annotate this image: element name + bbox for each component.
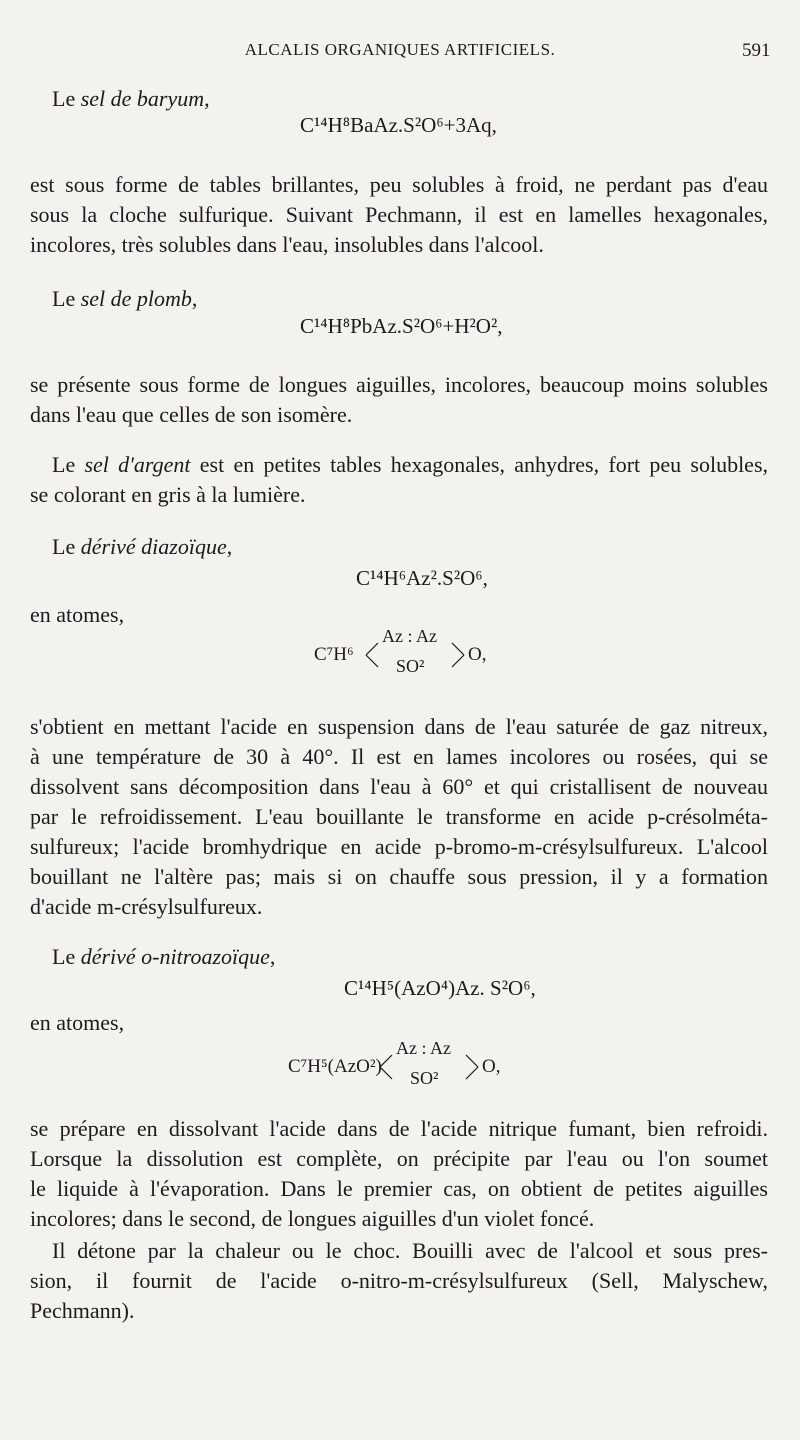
- argent-line: Le sel d'argent est en petites tables hexagonales, anhydres, fort peu solubles,: [52, 452, 769, 477]
- plomb-label-italic: sel de plomb: [80, 286, 192, 311]
- nitro-label: Le dérivé o-nitroazoïque,: [52, 944, 276, 969]
- nitro-label-italic: dérivé o-nitroazoïque: [80, 944, 270, 969]
- text-line: sous la cloche sulfurique. Suivant Pechmann, il est en lamelles hexagonales,: [30, 202, 768, 227]
- diazo-struct-prefix: C⁷H⁶: [314, 644, 354, 665]
- diazo-structure: [314, 622, 514, 682]
- text-line: incolores, très solubles dans l'eau, insolubles dans l'alcool.: [30, 232, 544, 257]
- text-line: est sous forme de tables brillantes, peu solubles à froid, ne perdant pas d'eau: [30, 172, 768, 197]
- argent-italic: sel d'argent: [84, 452, 191, 477]
- text-line: incolores; dans le second, de longues aiguilles d'un violet foncé.: [30, 1206, 595, 1231]
- text-line: dans l'eau que celles de son isomère.: [30, 402, 353, 427]
- plomb-formula: C¹⁴H⁸PbAz.S²O⁶+H²O²,: [300, 314, 503, 338]
- text-line: se colorant en gris à la lumière.: [30, 482, 306, 507]
- text-line: Lorsque la dissolution est complète, on précipite par l'eau ou l'on soumet: [30, 1146, 768, 1171]
- text-line: Pechmann).: [30, 1298, 135, 1323]
- diazo-label: Le dérivé diazoïque,: [52, 534, 233, 559]
- text-line: Il détone par la chaleur ou le choc. Bouilli avec de l'alcool et sous pres-: [52, 1238, 768, 1263]
- running-header: ALCALIS ORGANIQUES ARTIFICIELS.: [244, 40, 556, 59]
- text-line: d'acide m-crésylsulfureux.: [30, 894, 263, 919]
- nitro-formula: C¹⁴H⁵(AzO⁴)Az. S²O⁶,: [344, 976, 536, 1000]
- text-line: dissolvent sans décomposition dans l'eau à 60° et qui cristallisent de nouveau: [30, 774, 768, 799]
- text-line: bouillant ne l'altère pas; mais si on chauffe sous pression, il y a formation: [30, 864, 768, 889]
- text-line: à une température de 30 à 40°. Il est en lames incolores ou rosées, qui se: [30, 744, 768, 769]
- diazo-struct-bottom: SO²: [396, 656, 425, 676]
- diazo-en-atomes: en atomes,: [30, 602, 125, 627]
- barium-label: Le sel de baryum,: [52, 86, 210, 111]
- diazo-struct-suffix: O,: [468, 644, 487, 665]
- text-line: s'obtient en mettant l'acide en suspension dans de l'eau saturée de gaz nitreux,: [30, 714, 768, 739]
- nitro-struct-bottom: SO²: [410, 1068, 439, 1088]
- text-line: sion, il fournit de l'acide o-nitro-m-crésylsulfureux (Sell, Malyschew,: [30, 1268, 768, 1293]
- diazo-label-italic: dérivé diazoïque: [80, 534, 227, 559]
- diazo-formula: C¹⁴H⁶Az².S²O⁶,: [356, 566, 488, 590]
- plomb-label: Le sel de plomb,: [52, 286, 198, 311]
- text-line: se présente sous forme de longues aiguilles, incolores, beaucoup moins solubles: [30, 372, 768, 397]
- barium-formula: C¹⁴H⁸BaAz.S²O⁶+3Aq,: [300, 113, 497, 137]
- page-number: 591: [742, 40, 771, 61]
- nitro-en-atomes: en atomes,: [30, 1010, 125, 1035]
- text-line: se prépare en dissolvant l'acide dans de l'acide nitrique fumant, bien refroidi.: [30, 1116, 768, 1141]
- diazo-struct-top: Az : Az: [382, 626, 437, 646]
- nitro-struct-suffix: O,: [482, 1056, 501, 1077]
- nitro-struct-top: Az : Az: [396, 1038, 451, 1058]
- text-line: le liquide à l'évaporation. Dans le premier cas, on obtient de petites aiguilles: [30, 1176, 768, 1201]
- text-line: sulfureux; l'acide bromhydrique en acide p-bromo-m-crésylsulfureux. L'alcool: [30, 834, 768, 859]
- text-line: par le refroidissement. L'eau bouillante le transforme en acide p-crésolméta-: [30, 804, 768, 829]
- nitro-structure: [288, 1034, 528, 1094]
- nitro-struct-prefix: C⁷H⁵(AzO²): [288, 1056, 382, 1077]
- barium-label-italic: sel de baryum: [80, 86, 205, 111]
